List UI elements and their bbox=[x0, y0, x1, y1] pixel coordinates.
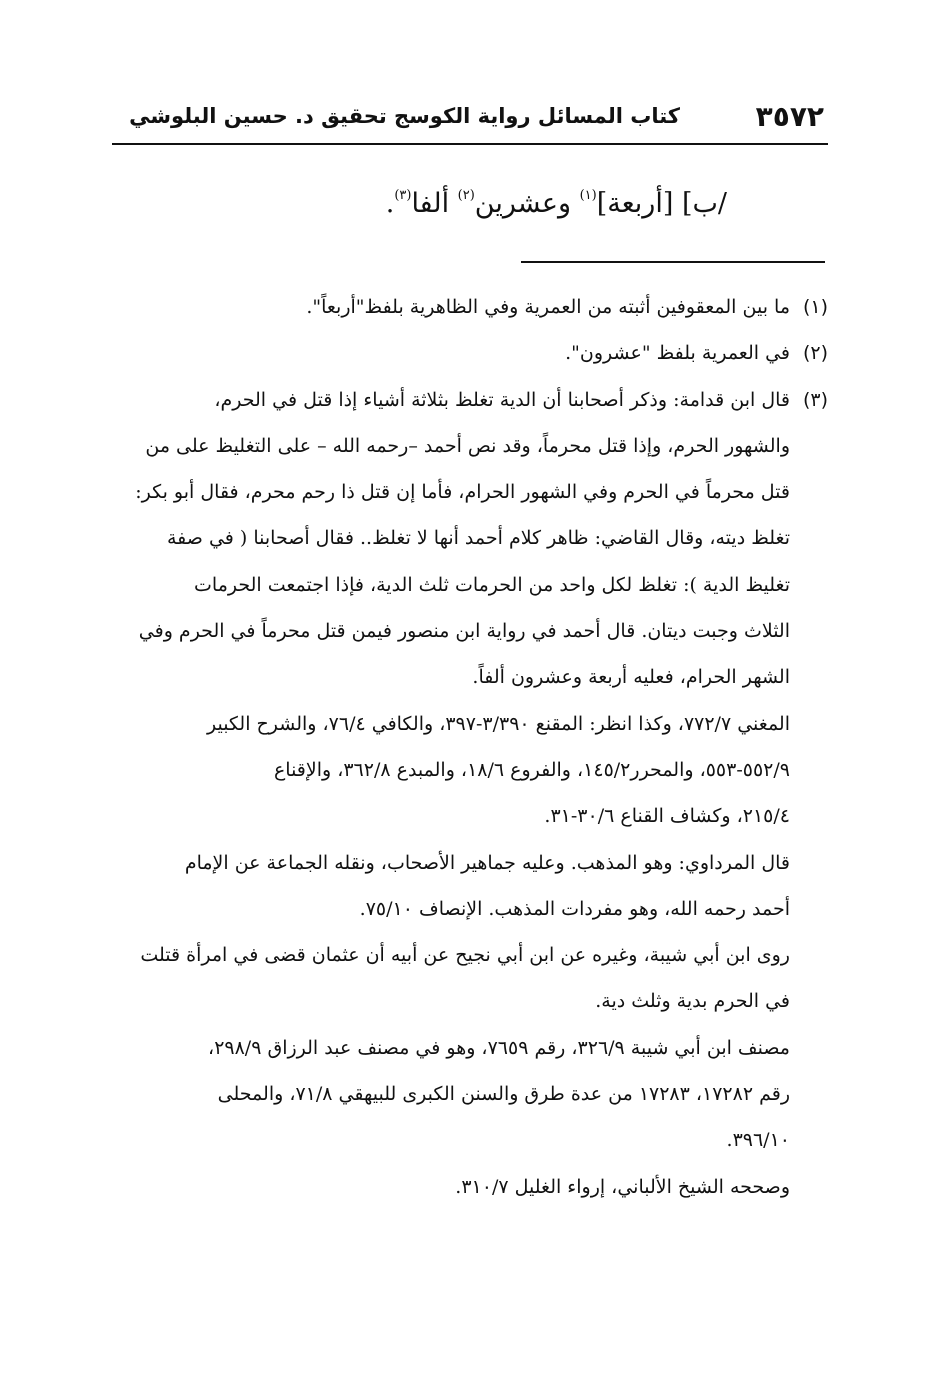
footnote-3-line: قال المرداوي: وهو المذهب. وعليه جماهير الأصحاب، ونقله الجماعة عن الإمام bbox=[184, 851, 790, 874]
footnote-3-line bbox=[110, 377, 828, 423]
footnote-3-line: تغليظ الدية ): تغلظ لكل واحد من الحرمات ثلث الدية، فإذا اجتمعت الحرمات bbox=[194, 573, 790, 596]
footnote-3-line: في الحرم بدية وثلث دية. bbox=[595, 990, 790, 1013]
main-text bbox=[112, 180, 727, 228]
footnote-marker: (١) bbox=[802, 296, 828, 318]
main-text-segment: /ب] [أربعة] bbox=[596, 188, 727, 219]
footnote-3-line: مصنف ابن أبي شيبة ٣٢٦/٩، رقم ٧٦٥٩، وهو في مصنف عبد الرزاق ٢٩٨/٩، bbox=[208, 1036, 790, 1059]
footnote-text: قال ابن قدامة: وذكر أصحابنا أن الدية تغلظ بثلاثة أشياء إذا قتل في الحرم، bbox=[214, 388, 790, 411]
footnote-3-line: المغني ٧٧٢/٧، وكذا انظر: المقنع ٣/٣٩٠-٣٩٧، والكافي ٧٦/٤، والشرح الكبير bbox=[206, 712, 790, 735]
footnote-3-line: ٢١٥/٤، وكشاف القناع ٣٠/٦-٣١. bbox=[544, 805, 790, 828]
footnotes bbox=[110, 284, 828, 1210]
footnote-3-line: الثلاث وجبت ديتان. قال أحمد في رواية ابن منصور فيمن قتل محرماً في الحرم وفي bbox=[138, 620, 790, 643]
footnote-1-line bbox=[110, 284, 828, 330]
page-header bbox=[112, 98, 828, 142]
footnote-ref-1: (١) bbox=[579, 188, 597, 203]
footnote-separator bbox=[521, 261, 825, 263]
footnote-3-line: روى ابن أبي شيبة، وغيره عن ابن أبي نجيح عن أبيه أن عثمان قضى في امرأة قتلت bbox=[140, 944, 790, 967]
footnote-3-line: أحمد رحمه الله، وهو مفردات المذهب. الإنصاف ٧٥/١٠. bbox=[359, 897, 790, 920]
main-text-segment: ألفا bbox=[411, 188, 458, 219]
footnote-ref-2: (٢) bbox=[457, 188, 475, 203]
main-text-end: . bbox=[385, 188, 395, 219]
footnote-ref-3: (٣) bbox=[394, 188, 412, 203]
footnote-marker: (٢) bbox=[802, 342, 828, 365]
header-rule bbox=[112, 143, 828, 145]
footnote-3-line: ٣٩٦/١٠. bbox=[726, 1129, 790, 1152]
footnote-3-line: قتل محرماً في الحرم وفي الشهور الحرام، فأما إن قتل ذا رحم محرم، فقال أبو بكر: bbox=[135, 481, 790, 504]
footnote-3-line: رقم ١٧٢٨٢، ١٧٢٨٣ من عدة طرق والسنن الكبرى للبيهقي ٧١/٨، والمحلى bbox=[217, 1083, 790, 1106]
page-number: ٣٥٧٢ bbox=[755, 100, 824, 133]
footnote-text: في العمرية بلفظ "عشرون". bbox=[565, 342, 790, 365]
footnote-2-line bbox=[110, 330, 828, 376]
footnote-3-line: وصححه الشيخ الألباني، إرواء الغليل ٣١٠/٧. bbox=[455, 1175, 790, 1198]
footnote-3-line: الشهر الحرام، فعليه أربعة وعشرون ألفاً. bbox=[472, 666, 790, 689]
footnote-text: ما بين المعقوفين أثبته من العمرية وفي الظاهرية بلفظ"أربعاً". bbox=[306, 296, 790, 318]
footnote-3-line: ٥٥٢/٩-٥٥٣، والمحرر١٤٥/٢، والفروع ١٨/٦، والمبدع ٣٦٢/٨، والإقناع bbox=[273, 758, 790, 781]
running-title: كتاب المسائل رواية الكوسج تحقيق د. حسين البلوشي bbox=[129, 104, 680, 128]
footnote-3-line: والشهور الحرم، وإذا قتل محرماً، وقد نص أحمد –رحمه الله – على التغليظ على من bbox=[145, 434, 790, 457]
footnote-marker: (٣) bbox=[802, 388, 828, 411]
main-text-segment: وعشرين bbox=[474, 188, 580, 219]
footnote-3-line: تغلظ ديته، وقال القاضي: ظاهر كلام أحمد أنها لا تغلظ.. فقال أصحابنا ( في صفة bbox=[166, 527, 790, 550]
